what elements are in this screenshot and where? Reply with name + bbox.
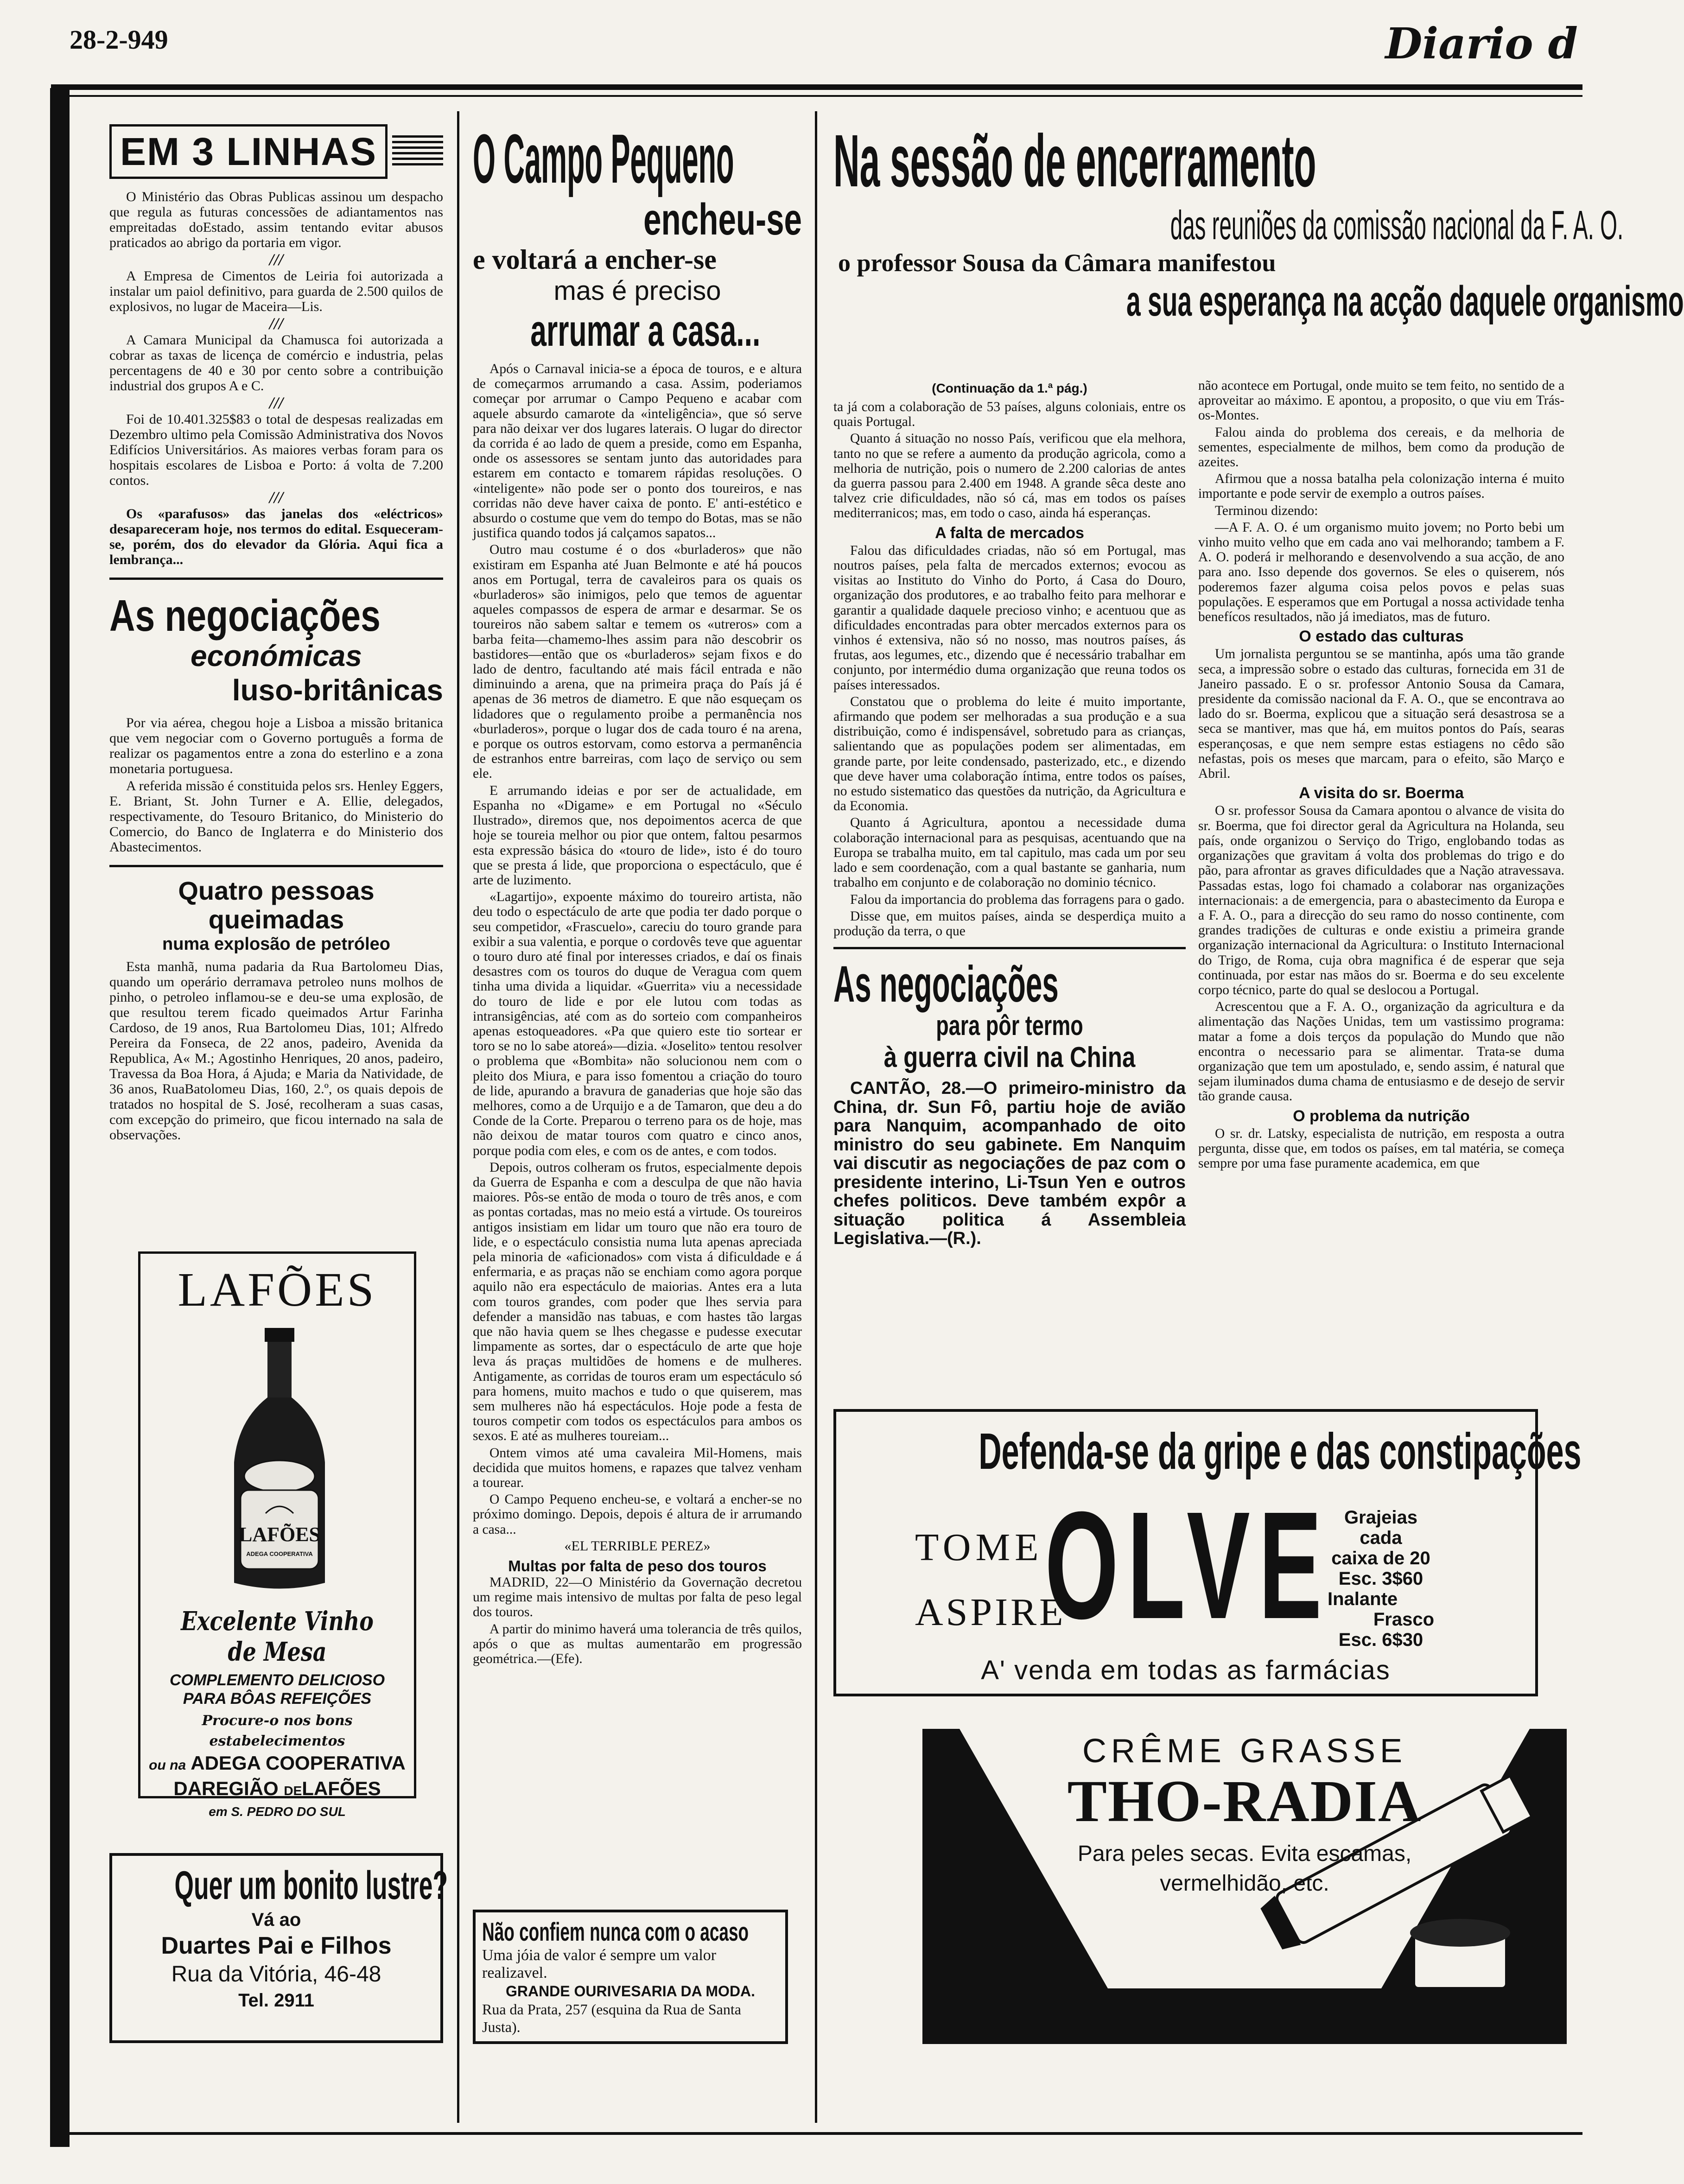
article-paragraph: Disse que, em muitos países, ainda se desperdiça muito a produção da terra, o que <box>833 908 1186 939</box>
lafoes-line-5b: REGIÃO <box>202 1778 279 1799</box>
footer-rule <box>50 2132 1582 2135</box>
ourivesaria-line-1: Uma jóia de valor é sempre um valor realizavel. <box>482 1947 717 1981</box>
bottle-label-brand: LAFÕES <box>238 1523 321 1546</box>
column-3a <box>833 380 1186 1248</box>
olve-tome: TOME <box>915 1526 1043 1569</box>
ad-duartes <box>109 1853 448 2043</box>
item-separator: /// <box>269 250 283 269</box>
negociacoes-title: As negociações <box>109 591 381 641</box>
boerma-subhead: A visita do sr. Boerma <box>1299 784 1464 802</box>
china-article <box>833 956 1186 1249</box>
em3linhas-item: O Ministério das Obras Publicas assinou um despacho que regula as futuras concessões de adiantamentos nas empreitadas doEstado, assim tentando evitar abusos praticados ao abrigo da portaria em vigor. <box>109 189 443 250</box>
article-paragraph: Esta manhã, numa padaria da Rua Bartolomeu Dias, quando um operário derramava petroleo nuns molhos de pinho, o petroleo inflamou-se e deu-se uma explosão, de que resultou terem ficado queimados Artur Farinha Cardoso, de 19 anos, Rua Bartolomeu Dias, 101; Alfredo Pereira da Fonseca, de 22 anos, padeiro, Avenida da Republica, A« M.; Agostinho Henriques, 20 anos, padeiro, Travessa da Boa Hora, á Ajuda; e Maria da Natividade, de 36 anos, RuaBatolomeu Dias, 160, 2.º, os quais depois de tratados no hospital de S. José, recolheram a suas casas, com excepção do primeiro, que ficou internado na sala de observações. <box>109 959 443 1143</box>
article-paragraph: Quanto á situação no nosso País, verificou que ela melhora, tanto no que se refere a aumento da produção agricola, como a melhoria de nutrição, pois o numero de 2.200 calorias de antes da guerra passou para 2.400 em 1948. A grande sêca deste ano talvez crie dificuldades, não só cá, mas em todos os países mediterranicos; mas, em todo o caso, ainda há esperanças. <box>833 431 1186 521</box>
china-subtitle-1: para pôr termo <box>936 1010 1083 1041</box>
duartes-line-3: Rua da Vitória, 46-48 <box>171 1962 381 1987</box>
article-paragraph: Falou ainda do problema dos cereais, e da melhoria de sementes, especialmente de milhos, bem como da produção de azeites. <box>1198 425 1564 470</box>
em3linhas-header <box>109 124 443 179</box>
lafoes-line-3: Procure-o nos bons estabelecimentos <box>202 1713 353 1749</box>
thoradia-line-3: vermelhidão, etc. <box>1160 1871 1329 1896</box>
em3linhas-item: A Camara Municipal da Chamusca foi autorizada a cobrar as taxas de licença de comércio e industria, pelas percentagens de 40 e 30 por cento sobre a contribuição industrial dos grupos A e C. <box>109 332 443 394</box>
olve-r5: Frasco <box>1373 1609 1434 1630</box>
campo-title-4: mas é preciso <box>553 276 721 306</box>
olve-r2: caixa de 20 <box>1331 1548 1430 1568</box>
campo-title-2: encheu-se <box>643 195 802 244</box>
article-paragraph: ta já com a colaboração de 53 países, alguns coloniais, entre os quais Portugal. <box>833 400 1186 430</box>
thoradia-brand: THO-RADIA <box>1067 1768 1422 1834</box>
article-paragraph: —A F. A. O. é um organismo muito jovem; no Porto bebi um vinho muito velho que em cada ano vai melhorando; tambem a F. A. O. poderá ir melhorando e desenvolvendo a sua acção, de ano para ano. Isso depende dos governos. Se eles o quiserem, nós poderemos fazer alguma coisa pelos povos e pelas suas populações. E esperamos que em Portugal a nossa actividade tenha benefícos resultados, não já imediatos, mas de futuro. <box>1198 520 1564 625</box>
olve-r6: Esc. 6$30 <box>1338 1630 1423 1650</box>
column-separator-2 <box>815 111 817 2123</box>
lafoes-line-4a: ou na <box>149 1758 186 1773</box>
campo-title-1: O Campo Pequeno <box>473 120 734 197</box>
lafoes-line-5a: DA <box>173 1778 202 1799</box>
article-paragraph: O sr. dr. Latsky, especialista de nutrição, em resposta a outra pergunta, disse que, em todos os países, em tal matéria, se começa sempre por uma fase puramente academica, em que <box>1198 1126 1564 1171</box>
article-paragraph: Um jornalista perguntou se se mantinha, após uma tão grande seca, a impressão sobre o estado das culturas, fornecida em 31 de Janeiro passado. E o sr. professor Antonio Sousa da Camara, presidente da comissão nacional da F. A. O., que se encontrava ao lado do sr. Boerma, explicou que a situação será desastrosa se a seca se mantiver, mas que há, em muitos pontos do País, searas esperançosas, e que nem sempre estas estiagens no cêdo são nefastas, pois os meses que marcam, para o efeito, são Março e Abril. <box>1198 647 1564 781</box>
newspaper-name: Diario d <box>1385 19 1578 69</box>
article-paragraph: O Campo Pequeno encheu-se, e voltará a encher-se no próximo domingo. Depois, depois é altura de ir arrumando a casa... <box>473 1492 802 1537</box>
culturas-subhead: O estado das culturas <box>1299 628 1464 646</box>
lafoes-line-4b: ADEGA COOPERATIVA <box>191 1752 406 1774</box>
olve-r4: Inalante <box>1328 1589 1398 1609</box>
china-subtitle-2: à guerra civil na China <box>883 1041 1136 1074</box>
lafoes-line-2: PARA BÔAS REFEIÇÕES <box>183 1690 372 1708</box>
continuation-note: (Continuação da 1.ª pág.) <box>932 381 1087 395</box>
ourivesaria-headline: Não confiem nunca com o acaso <box>482 1917 749 1946</box>
olve-headline: Defenda-se da gripe e das constipações <box>979 1423 1582 1480</box>
duartes-line-2: Duartes Pai e Filhos <box>161 1932 392 1959</box>
ourivesaria-line-2: GRANDE OURIVESARIA DA MODA. <box>505 1983 756 2000</box>
column-3 <box>833 119 1684 325</box>
sessao-subtitle-2: o professor Sousa da Câmara manifestou <box>838 249 1276 277</box>
negociacoes-economicas-article <box>109 593 443 855</box>
article-paragraph: Acrescentou que a F. A. O., organização da agricultura e da alimentação das Nações Unidas, tem um vastissimo programa: matar a fome a dois terços da população do Mundo que não encontra o necessario para se alimentar. Trata-se duma organização que tem um apostulado, e, sendo assim, é natural que sejam iluminados duma chama de entusiasmo e de desejo de servir tão grande causa. <box>1198 999 1564 1104</box>
header-rule-top <box>51 84 1582 90</box>
article-paragraph: MADRID, 22—O Ministério da Governação decretou um regime mais intensivo de multas por falta de peso legal dos touros. <box>473 1575 802 1620</box>
left-margin-bar <box>50 88 70 2147</box>
campo-title-3: e voltará a encher-se <box>473 244 717 275</box>
em3linhas-items <box>109 189 443 567</box>
page-date: 28-2-949 <box>70 25 168 55</box>
column-1 <box>109 124 443 1144</box>
article-paragraph: Depois, outros colheram os frutos, especialmente depois da Guerra de Espanha e com a desculpa de que não havia maiores. Pôs-se então de moda o touro de três anos, e com as pontas cortadas, mas no meio está a virtude. Os toureiros antigos insistiam em lidar um touro que não era touro de lide, e o espectáculo consistia numa luta apenas apreciada pela minoria de «aficionados» com vista á dificuldade e á enfermaria, e as praças não se enchiam como agora porque aquilo não era espectáculo de maiorias. Antes era a luta com touros grandes, com poder que lhes servia para defender a mansidão nas tabuas, e com hastes tão largas que não havia quem se lhes chegasse e pudesse executar limpamente as sortes, dar o espectáculo de arte que hoje leva ás praças multidões de homens e de mulheres. Antigamente, as corridas de touros eram um espectáculo só para homens, muito machos e tudo o que quiserem, mas sem mulheres não há espectáculos. Hoje pode a festa de touros competir com todos os espectáculos para ambos os sexos. E até as mulheres toureiam... <box>473 1160 802 1444</box>
article-paragraph: Ontem vimos até uma cavaleira Mil-Homens, mais decidida que muitos homens, e rapazes que talvez venham a tourear. <box>473 1445 802 1491</box>
olve-r1: Grajeias cada <box>1344 1507 1417 1548</box>
queimadas-article <box>109 876 443 1143</box>
lafoes-line-6: em S. PEDRO DO SUL <box>209 1804 346 1819</box>
nutricao-subhead: O problema da nutrição <box>1293 1107 1470 1125</box>
ad-lafoes <box>138 1251 416 1819</box>
section-rule <box>109 578 443 580</box>
article-signature: «EL TERRIBLE PEREZ» <box>564 1538 711 1554</box>
article-paragraph: A referida missão é constituida pelos srs. Henley Eggers, E. Briant, St. John Turner e A. Ellie, delegados, respectivamente, do Tesouro Britanico, do Ministerio do Comercio, do Banco de Inglaterra e do Ministerio dos Abastecimentos. <box>109 778 443 855</box>
lafoes-line-1: COMPLEMENTO DELICIOSO <box>169 1671 385 1689</box>
ad-ourivesaria <box>473 1910 788 2044</box>
olve-r3: Esc. 3$60 <box>1338 1568 1423 1589</box>
article-paragraph: Afirmou que a nossa batalha pela colonização interna é muito importante e pode servir de exemplo a outros países. <box>1198 471 1564 502</box>
mercados-subhead: A falta de mercados <box>935 524 1084 542</box>
article-paragraph: «Lagartijo», expoente máximo do toureiro artista, não deu todo o espectáculo de arte que podia ter dado porque o seu competidor, «Frascuelo», careciu do touro grande para exibir a sua valentia, e porque o cordovês teve que aguentar o touro duro até final por interesses criados, e daí os finais desastres com os touros do duque de Veragua com quem tinha uma divida a liquidar. «Guerrita» viu a necessidade do touro de lide e por ele lutou com todas as intransigências, até com as do sorteio com companheiros apenas estoqueadores. «Pa que quiero este tio sortear er toro se no lo sabe atoreá»—dizia. «Joselito» tentou resolver o problema que «Bombita» não solucionou nem com o pleito dos Miura, e para isso fomentou a criação do touro de lide, apurando a bravura de ganaderias que hoje são das melhores, como a de Urquijo e a de Tamaron, que deu a do Conde de la Corte. Preparou o terreno para os de hoje, mas não deixou de matar touros com quatro e cinco anos, porque podia com eles, e com os de antes, e com todos. <box>473 889 802 1158</box>
lafoes-line-5c: DE <box>284 1784 302 1798</box>
lafoes-brand: LAFÕES <box>178 1263 377 1316</box>
china-title: As negociações <box>833 956 1059 1013</box>
multas-title: Multas por falta de peso dos touros <box>508 1557 767 1575</box>
olve-brand: OLVE <box>1045 1479 1331 1651</box>
article-paragraph: Constatou que o problema do leite é muito importante, afirmando que podem ser melhoradas a sua produção e a sua distribuição, como é indispensável, sobretudo para as crianças, salientando que as populações podem ser alimentadas, em grande parte, por leite condensado, pasterizado, etc., e dizendo que deve haver uma colaboração íntima, entre todos os países, no estudo sistematico das questões da nutrição, da Agricultura e da Economia. <box>833 694 1186 814</box>
bottle-label-small: ADEGA COOPERATIVA <box>246 1550 313 1557</box>
duartes-line-4: Tel. 2911 <box>238 1990 314 2011</box>
duartes-line-1: Vá ao <box>251 1910 301 1930</box>
item-separator: /// <box>269 314 283 333</box>
article-paragraph: O sr. professor Sousa da Camara apontou o alvance de visita do sr. Boerma, que foi director geral da Agricultura na Holanda, seu país, onde organizou o Serviço do Trigo, englobando todas as organizações que gravitam á volta dos problemas do trigo e do pão, para afrontar as graves dificuldades que a Nação atravessava. Passadas estas, logo foi chamado a colaborar nas organizações internacionais: a de emergencia, para o abastecimento da Europa e a F. A. O., para a direcção do seu ramo do nosso continente, com grandes tradições de culturas e onde existiu a primeira grande organização internacional da Agricultura: o Instituto Internacional do Trigo, de Roma, cuja obra magnifica é de esperar que seja continuada, por estar nas mãos do sr. Boerma e do seu excelente corpo técnico, parte do qual se deslocou a Portugal. <box>1198 803 1564 997</box>
article-paragraph: não acontece em Portugal, onde muito se tem feito, no sentido de a aproveitar ao máximo. E apontou, a proposito, o que viu em Trás-os-Montes. <box>1198 378 1564 423</box>
lafoes-slogan: Excelente Vinho de Mesa <box>181 1606 374 1667</box>
thoradia-line-2: Para peles secas. Evita escamas, <box>1077 1841 1412 1866</box>
header-rule-thin <box>51 95 1582 97</box>
article-paragraph: Outro mau costume é o dos «burladeros» que não existiram em Espanha até Juan Belmonte e até há poucos anos em Portugal, terra de cavaleiros para os quais os «burladeros» são inimigos, pelo que temos de aguentar aqueles compassos de espera de armar e desarmar. Se os toureiros não sabem saltar e temem os «utreros» com a barba feita—chamemo-lhes assim para não descobrir os bastidores—então que os «burladeros» sejam fixos e do lado de dentro, facultando até mais fácil entrada e não diminuindo a arena, que na primeira praça do País já é apenas de 36 metros de diametro. E que não esqueçam os lidadores que o regulamento proibe a permanência nos «burladeros», porque o lugar dos de cada touro é na arena, e porque os outros estorvam, como estorva a permanência de estranhos entre barreiras, com laço de serviço ou sem ele. <box>473 542 802 781</box>
lafoes-line-5d: LAFÕES <box>302 1778 381 1799</box>
ourivesaria-line-3: Rua da Prata, 257 (esquina da Rua de Santa Justa). <box>482 2001 741 2035</box>
em3linhas-title-hatch <box>392 135 443 168</box>
article-paragraph: Quanto á Agricultura, apontou a necessidade duma colaboração internacional para as pesquisas, acentuando que na Europa se trabalha muito, em tal capitulo, mas cada um por seu lado e sem coordenação, com a qual bastante se ganharia, num trabalho em conjunto e de colaboração no dominio técnico. <box>833 815 1186 890</box>
article-paragraph: Falou da importancia do problema das forragens para o gado. <box>850 892 1185 907</box>
section-rule <box>833 947 1186 949</box>
article-paragraph: Terminou dizendo: <box>1215 503 1318 518</box>
article-paragraph: Após o Carnaval inicia-se a época de touros, e e altura de começarmos arrumando a casa. Assim, poderiamos começar por arrumar o Campo Pequeno e acabar com aquele absurdo camarote da «inteligência», que só serve para não deixar ver dos lugares laterais. O lugar do director da corrida é ao lado de quem a preside, como em Espanha, onde os assessores se sentam junto das autoridades para estarem em contacto e tomarem rápidas resoluções. O «inteligente» não pode ser o ponto dos toureiros, e nas corridas não deve haver caixa de ponto. E' anti-estético e absurdo o costume que vem do tempo do Botas, mas se não justifica quando todos já calçamos sapatos... <box>473 362 802 541</box>
duartes-headline: Quer um bonito lustre? <box>174 1863 448 1908</box>
article-paragraph: Falou das dificuldades criadas, não só em Portugal, mas noutros países, pela falta de mercados externos; evocou as visitas ao Instituto do Vinho do Porto, á Casa do Douro, organização dos produtores, e ao trabalho feito para melhorar e garantir a qualidade daquele precioso vinho; e acentuou que as dificuldades encontradas para obter mercados externos para os vinhos é extensiva, não só no nosso, mas noutros países, ás frutas, aos legumes, etc., dizendo que é necessário trabalhar em conjunto, por intermédio duma organização que reuna todos os países interessados. <box>833 543 1186 692</box>
olve-footer: A' venda em todas as farmácias <box>981 1655 1391 1685</box>
article-paragraph: E arrumando ideias e por ser de actualidade, em Espanha no «Digame» e em Portugal no «Século Ilustrado», diremos que, nos depoimentos acerca de que hoje se toureia melhor ou pior que ontem, faltou pesarmos esta expressão básica do «touro de lide», isto é do touro que se presta á lide, que proporciona o espectáculo, que é arte de luzimento. <box>473 783 802 888</box>
queimadas-title: Quatro pessoas queimadas <box>178 876 375 934</box>
sessao-subtitle-3: a sua esperança na acção daquele organismo <box>1126 278 1684 325</box>
item-separator: /// <box>269 394 283 412</box>
item-separator: /// <box>269 488 283 507</box>
thoradia-line-1: CRÊME GRASSE <box>1082 1733 1407 1770</box>
negociacoes-subtitle-2: luso-britânicas <box>232 673 443 707</box>
em3linhas-title: EM 3 LINHAS <box>109 124 388 179</box>
queimadas-subtitle: numa explosão de petróleo <box>162 934 390 954</box>
campo-title-5: arrumar a casa... <box>530 306 761 356</box>
olve-aspire: ASPIRE <box>915 1591 1066 1634</box>
em3linhas-item: Os «parafusos» das janelas dos «eléctricos» desapareceram hoje, nos termos do edital. Esqueceram-se, porém, dos do elevador da Glória. Aqui fica a lembrança... <box>109 506 443 567</box>
sessao-subtitle-1: das reuniões da comissão nacional da F. A. O. <box>1170 202 1624 248</box>
ad-thoradia <box>922 1729 1567 2044</box>
column-3b <box>1198 378 1564 1173</box>
section-rule <box>109 865 443 867</box>
column-separator-1 <box>457 111 459 2123</box>
article-paragraph: A partir do minimo haverá uma tolerancia de três quilos, após o que as multas aumentarão em progressão geométrica.—(Efe). <box>473 1621 802 1667</box>
negociacoes-subtitle-1: económicas <box>191 639 362 673</box>
wine-bottle-icon <box>210 1323 349 1597</box>
column-2 <box>473 121 802 1668</box>
ad-olve <box>833 1409 1582 1696</box>
cream-jar-icon <box>1410 1919 1510 1988</box>
china-text: CANTÃO, 28.—O primeiro-ministro da China, dr. Sun Fô, partiu hoje de avião para Nanquim, acompanhado de oito ministro do seu gabinete. Em Nanquim vai discutir as negociações de paz com o presidente interino, Li-Tsun Yen e outros chefes politicos. Deve também expôr a situação politica á Assembleia Legislativa.—(R.). <box>833 1079 1186 1249</box>
article-paragraph: Por via aérea, chegou hoje a Lisboa a missão britanica que vem negociar com o Governo português a forma de realizar os pagamentos entre a zona do esterlino e a zona monetaria portuguesa. <box>109 715 443 776</box>
em3linhas-section <box>109 124 443 567</box>
em3linhas-item: Foi de 10.401.325$83 o total de despesas realizadas em Dezembro ultimo pela Comissão Administrativa dos Novos Edifícios Universitários. As maiores verbas foram para os hospitais escolares de Lisboa e Porto: á volta de 7.200 contos. <box>109 412 443 488</box>
sessao-title: Na sessão de encerramento <box>833 119 1316 202</box>
em3linhas-item: A Empresa de Cimentos de Leiria foi autorizada a instalar um paiol definitivo, para guarda de 2.500 quilos de explosivos, no lugar de Maceira—Lis. <box>109 268 443 314</box>
